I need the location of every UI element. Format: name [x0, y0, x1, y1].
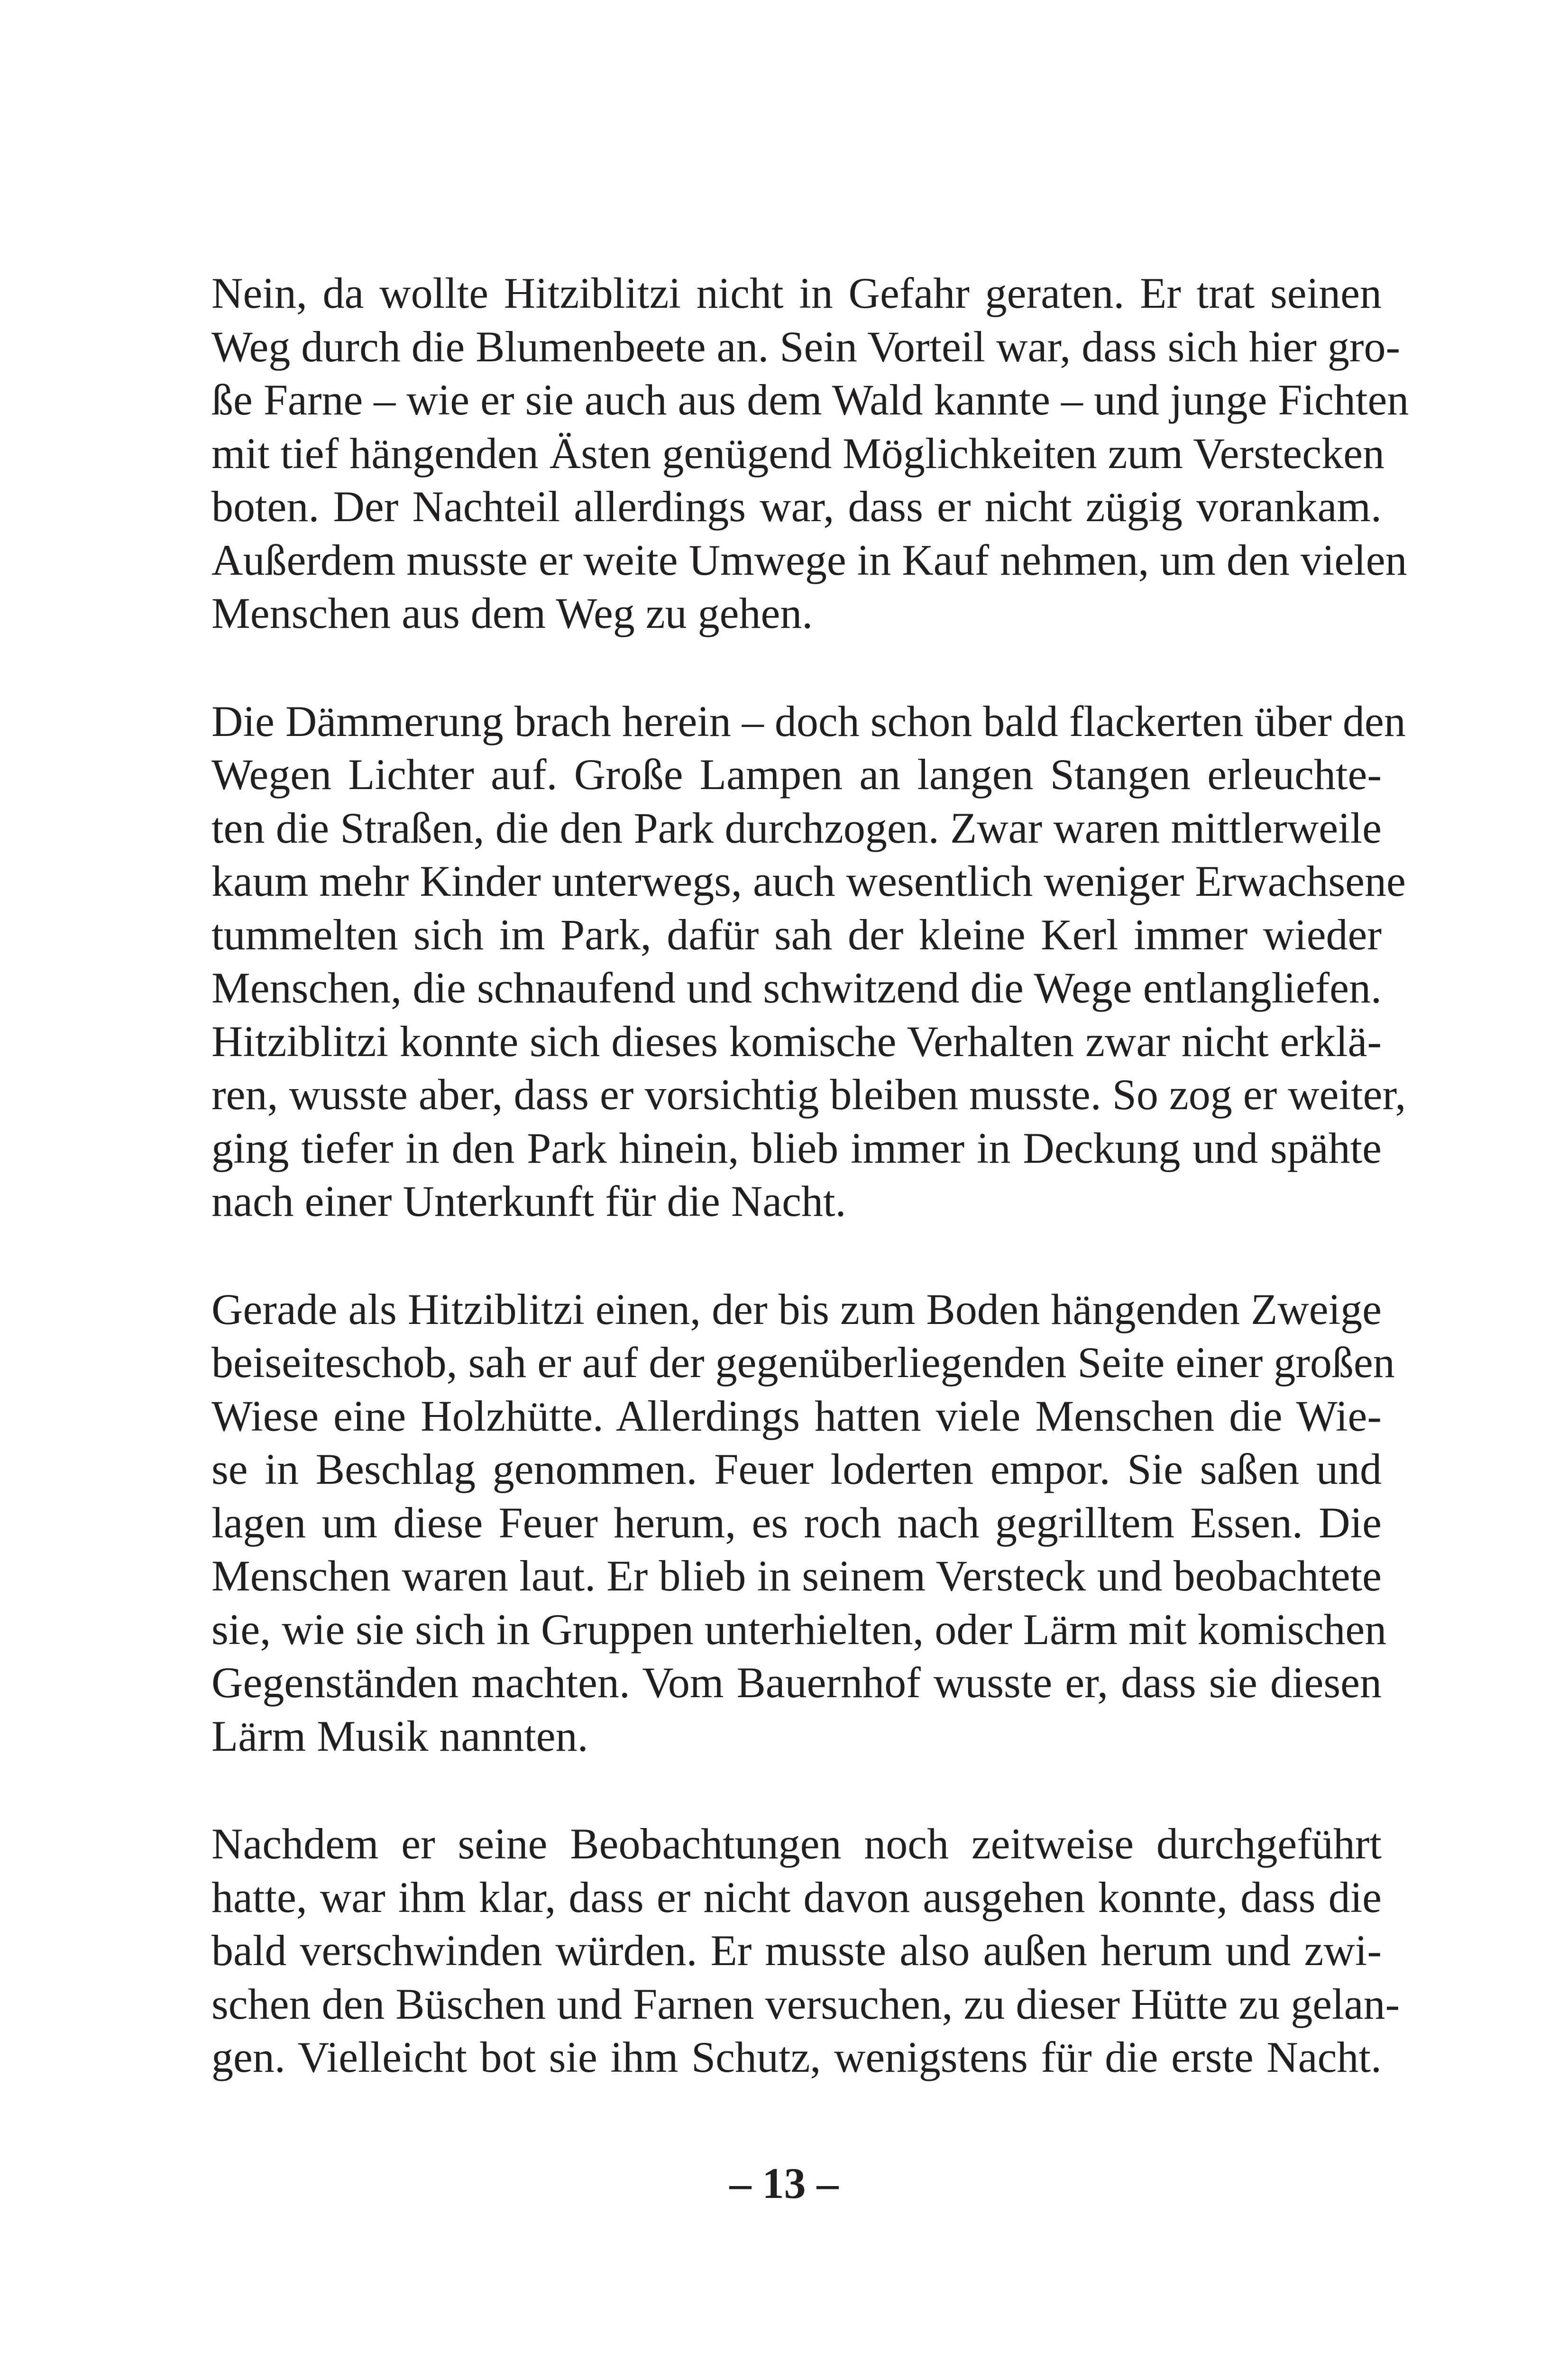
paragraph-3 — [211, 1283, 1395, 1763]
text-line: Menschen waren laut. Er blieb in seinem Versteck und beobachtete — [211, 1552, 1382, 1600]
text-line: Menschen aus dem Weg zu gehen. — [211, 589, 813, 637]
text-line: ße Farne – wie er sie auch aus dem Wald kannte – und junge Fichten — [211, 376, 1409, 424]
text-line: lagen um diese Feuer herum, es roch nach gegrilltem Essen. Die — [211, 1498, 1382, 1547]
text-line: Lärm Musik nannten. — [211, 1711, 588, 1760]
text-line: Wegen Lichter auf. Große Lampen an langen Stangen erleuchte- — [211, 750, 1382, 799]
text-line: Nachdem er seine Beobachtungen noch zeitweise durchgeführt — [211, 1820, 1382, 1868]
text-line: ging tiefer in den Park hinein, blieb immer in Deckung und spähte — [211, 1123, 1382, 1172]
text-line: mit tief hängenden Ästen genügend Möglichkeiten zum Verstecken — [211, 429, 1385, 478]
text-line: schen den Büschen und Farnen versuchen, zu dieser Hütte zu gelan- — [211, 1979, 1400, 2028]
text-line: Wiese eine Holzhütte. Allerdings hatten viele Menschen die Wie- — [211, 1391, 1382, 1440]
text-line: Die Dämmerung brach herein – doch schon bald flackerten über den — [211, 697, 1406, 745]
text-line: Nein, da wollte Hitziblitzi nicht in Gefahr geraten. Er trat seinen — [211, 269, 1382, 317]
text-line: ten die Straßen, die den Park durchzogen. Zwar waren mittlerweile — [211, 803, 1382, 852]
text-line: gen. Vielleicht bot sie ihm Schutz, wenigstens für die erste Nacht. — [211, 2033, 1382, 2081]
body-text — [211, 267, 1409, 2084]
text-line: nach einer Unterkunft für die Nacht. — [211, 1177, 846, 1225]
text-line: kaum mehr Kinder unterwegs, auch wesentlich weniger Erwachsene — [211, 857, 1406, 905]
text-line: bald verschwinden würden. Er musste also außen herum und zwi- — [211, 1926, 1382, 1975]
text-line: hatte, war ihm klar, dass er nicht davon ausgehen konnte, dass die — [211, 1873, 1382, 1921]
text-line: ren, wusste aber, dass er vorsichtig bleiben musste. So zog er weiter, — [211, 1070, 1406, 1119]
text-line: Hitziblitzi konnte sich dieses komische Verhalten zwar nicht erklä- — [211, 1017, 1382, 1066]
text-line: Weg durch die Blumenbeete an. Sein Vorteil war, dass sich hier gro- — [211, 322, 1401, 371]
text-line: tummelten sich im Park, dafür sah der kleine Kerl immer wieder — [211, 910, 1382, 959]
text-line: boten. Der Nachteil allerdings war, dass er nicht zügig vorankam. — [211, 482, 1382, 531]
text-line: Menschen, die schnaufend und schwitzend die Wege entlangliefen. — [211, 964, 1382, 1012]
paragraph-1 — [211, 267, 1409, 640]
paragraph-2 — [211, 695, 1406, 1228]
paragraph-4 — [211, 1817, 1400, 2084]
text-line: Außerdem musste er weite Umwege in Kauf nehmen, um den vielen — [211, 535, 1407, 584]
page-number: – 13 – — [729, 2159, 839, 2207]
text-line: beiseiteschob, sah er auf der gegenüberliegenden Seite einer großen — [211, 1338, 1395, 1387]
text-line: sie, wie sie sich in Gruppen unterhielten, oder Lärm mit komischen — [211, 1605, 1387, 1654]
text-line: Gerade als Hitziblitzi einen, der bis zum Boden hängenden Zweige — [211, 1285, 1382, 1333]
text-line: Gegenständen machten. Vom Bauernhof wusste er, dass sie diesen — [211, 1658, 1382, 1707]
text-line: se in Beschlag genommen. Feuer loderten empor. Sie saßen und — [211, 1445, 1382, 1493]
